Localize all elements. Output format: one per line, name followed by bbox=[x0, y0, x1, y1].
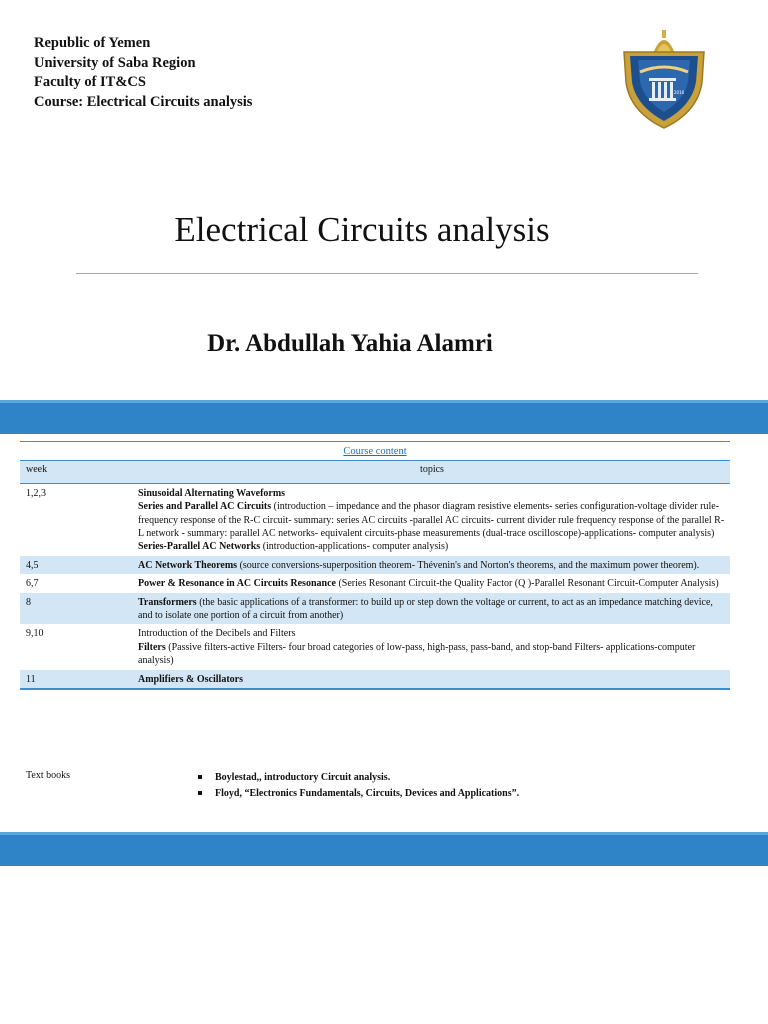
header-country: Republic of Yemen bbox=[34, 35, 151, 51]
university-seal-icon bbox=[616, 26, 712, 132]
topics-cell: Introduction of the Decibels and Filters Filters (Passive filters-active Filters- four broad categories of low-pass, high-pass, pass-band, and stop-band Filters- applications-computer analysis) bbox=[138, 628, 696, 667]
table-row bbox=[20, 624, 730, 669]
top-blue-band bbox=[0, 400, 768, 434]
author-name: Dr. Abdullah Yahia Alamri bbox=[207, 330, 493, 357]
table-caption[interactable]: Course content bbox=[20, 441, 730, 460]
square-bullet-icon bbox=[198, 775, 202, 779]
table-header-row bbox=[20, 460, 730, 483]
list-item: Boylestad,, introductory Circuit analysis. bbox=[196, 770, 736, 786]
column-header-week: week bbox=[26, 464, 48, 476]
column-header-topics: topics bbox=[420, 464, 444, 476]
bottom-blue-band bbox=[0, 832, 768, 866]
header-course: Course: Electrical Circuits analysis bbox=[34, 93, 253, 110]
table-row bbox=[20, 574, 730, 592]
textbooks-list bbox=[196, 770, 736, 802]
header-block bbox=[34, 34, 252, 112]
header-university: University of Saba Region bbox=[34, 54, 196, 71]
week-cell: 9,10 bbox=[26, 628, 44, 640]
header-faculty: Faculty of IT&CS bbox=[34, 74, 146, 90]
course-content-table bbox=[20, 441, 730, 690]
table-row bbox=[20, 484, 730, 556]
list-item: Floyd, “Electronics Fundamentals, Circuits, Devices and Applications”. bbox=[196, 786, 736, 802]
table-row bbox=[20, 556, 730, 574]
week-cell: 1,2,3 bbox=[26, 487, 46, 499]
topics-cell: Sinusoidal Alternating Waveforms Series and Parallel AC Circuits (introduction – impedance and the phasor diagram resistive elements- series configuration-voltage divider rule-frequency response of the R-C circuit- summary: series AC circuits -parallel AC circuits- current divider rule frequency response of the parallel R-L network - summary: parallel AC networks- equivalent circuits-phase measurements (dual-trace oscilloscope)-applications- computer analysis) Series-Parallel AC Networks (introduction-applications- computer analysis) bbox=[138, 487, 725, 553]
week-cell: 4,5 bbox=[26, 559, 39, 571]
document-title: Electrical Circuits analysis bbox=[174, 210, 550, 249]
topics-cell: Power & Resonance in AC Circuits Resonance (Series Resonant Circuit-the Quality Factor (Q )-Parallel Resonant Circuit-Computer Analysis) bbox=[138, 578, 719, 590]
table-row bbox=[20, 670, 730, 690]
table-row bbox=[20, 593, 730, 625]
topics-cell: Amplifiers & Oscillators bbox=[138, 673, 243, 685]
title-divider bbox=[76, 273, 698, 274]
square-bullet-icon bbox=[198, 791, 202, 795]
textbooks-label: Text books bbox=[26, 770, 71, 781]
seal-year: 2016 bbox=[674, 90, 685, 95]
topics-cell: Transformers (the basic applications of a transformer: to build up or step down the voltage or current, to act as an impedance matching device, and to isolate one portion of a circuit from another) bbox=[138, 596, 713, 622]
week-cell: 11 bbox=[26, 673, 36, 685]
week-cell: 6,7 bbox=[26, 578, 39, 590]
week-cell: 8 bbox=[26, 596, 31, 608]
topics-cell: AC Network Theorems (source conversions-superposition theorem- Thévenin's and Norton's theorems, and the maximum power theorem). bbox=[138, 559, 700, 571]
